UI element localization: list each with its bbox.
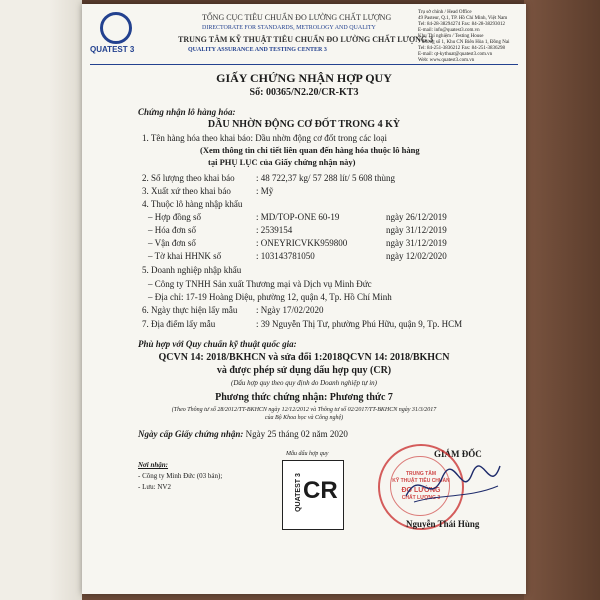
lot-label: Chứng nhận lô hàng hóa: — [138, 107, 236, 117]
contract-date: ngày 26/12/2019 — [386, 212, 447, 222]
company-name: – Công ty TNHH Sản xuất Thương mại và Dịch vụ Minh Đức — [148, 279, 372, 289]
contact-line: 49 Pasteur, Q.1, TP. Hồ Chí Minh, Việt Nam — [418, 16, 508, 21]
recipients-label: Nơi nhận: — [138, 461, 169, 469]
item-3-label: 3. Xuất xứ theo khai báo — [142, 186, 231, 196]
customs-date: ngày 12/02/2020 — [386, 251, 447, 261]
standard-note: (Dấu hợp quy theo quy định do Doanh nghiệp tự in) — [231, 379, 377, 387]
director-name: Nguyễn Thái Hùng — [406, 519, 480, 529]
item-3-value: : Mỹ — [256, 186, 274, 196]
contact-line: Tel: 84-251-3836212 Fax: 84-251-3836298 — [418, 46, 506, 51]
item-1-note-a: (Xem thông tin chi tiết liên quan đến hàng hóa thuộc lô hàng — [200, 145, 420, 155]
certificate-number: Số: 00365/N2.20/CR-KT3 — [249, 87, 359, 98]
issue-date-row — [138, 430, 348, 439]
method-note-1: (Theo Thông tư số 28/2012/TT-BKHCN ngày 12/12/2012 và Thông tư số 02/2017/TT-BKHCN ngày 31/3/2017 — [171, 407, 437, 413]
item-1: 1. Tên hàng hóa theo khai báo: Dầu nhờn động cơ đốt trong các loại — [142, 133, 388, 143]
item-2-label: 2. Số lượng theo khai báo — [142, 173, 235, 183]
contact-line: Tel: 84-28-38294274 Fax: 84-28-38293012 — [418, 22, 506, 27]
stamp-line: CHẤT LƯỢNG 3 — [401, 495, 441, 501]
contact-line: Khu Thí nghiệm / Testing House — [418, 34, 484, 39]
director-title: GIÁM ĐỐC — [434, 449, 482, 459]
bill-of-lading-value: : ONEYRICVKK959800 — [256, 238, 348, 248]
contact-line: E-mail: info@quatest3.com.vn — [418, 28, 480, 33]
item-7-value: : 39 Nguyễn Thị Tư, phường Phú Hữu, quận 9, Tp. HCM — [256, 319, 463, 329]
company-address: – Địa chỉ: 17-19 Hoàng Diệu, phường 12, quận 4, Tp. Hồ Chí Minh — [148, 292, 392, 302]
customs-label: – Tờ khai HHNK số — [148, 251, 222, 261]
certificate-page — [82, 4, 526, 594]
invoice-label: – Hóa đơn số — [148, 225, 197, 235]
org-line-1: TỔNG CỤC TIÊU CHUẨN ĐO LƯỜNG CHẤT LƯỢNG — [202, 13, 392, 22]
mark-caption: Mẫu dấu hợp quy — [286, 451, 329, 457]
recipient-1: - Công ty Minh Đức (03 bản); — [138, 472, 223, 480]
invoice-value: : 2539154 — [256, 225, 293, 235]
item-6-label: 6. Ngày thực hiện lấy mẫu — [142, 305, 238, 315]
item-4-label: 4. Thuộc lô hàng nhập khẩu — [142, 199, 243, 209]
contact-line: Web: www.quatest3.com.vn — [418, 58, 475, 63]
certificate-title: GIẤY CHỨNG NHẬN HỢP QUY — [216, 71, 392, 85]
director-signature — [400, 456, 504, 512]
cr-mark-icon: CR — [303, 477, 338, 504]
customs-value: : 103143781050 — [256, 251, 315, 261]
mark-side-text: QUATEST 3 — [294, 473, 302, 512]
org-line-2: DIRECTORATE FOR STANDARDS, METROLOGY AND QUALITY — [202, 25, 376, 31]
item-6-value: : Ngày 17/02/2020 — [256, 305, 324, 315]
header-divider — [90, 64, 518, 65]
invoice-date: ngày 31/12/2019 — [386, 225, 447, 235]
item-2-value: : 48 722,37 kg/ 57 288 lít/ 5 608 thùng — [256, 173, 396, 183]
background-paper-left — [0, 0, 82, 600]
stamp-line: TRUNG TÂM — [406, 471, 436, 477]
stamp-line: ĐO LƯỜNG — [401, 487, 441, 494]
contract-value: : MD/TOP-ONE 60-19 — [256, 212, 340, 222]
issue-date-label: Ngày cấp Giấy chứng nhận: — [138, 429, 244, 439]
standard-line-2: và được phép sử dụng dấu hợp quy (CR) — [216, 365, 392, 376]
conformity-label: Phù hợp với Quy chuẩn kỹ thuật quốc gia: — [138, 339, 297, 349]
standard-line-1: QCVN 14: 2018/BKHCN và sửa đổi 1:2018QCVN 14: 2018/BKHCN — [158, 352, 450, 363]
contract-label: – Hợp đồng số — [148, 212, 202, 222]
item-5-label: 5. Doanh nghiệp nhập khẩu — [142, 265, 242, 275]
recipient-2: - Lưu: NV2 — [138, 483, 171, 491]
logo-icon — [100, 12, 132, 44]
conformity-mark — [282, 460, 344, 530]
bill-of-lading-label: – Vận đơn số — [148, 238, 196, 248]
item-7-label: 7. Địa điểm lấy mẫu — [142, 319, 216, 329]
logo-text: QUATEST 3 — [90, 45, 135, 54]
contact-line: E-mail: qt-kythuat@quatest3.com.vn — [418, 52, 493, 57]
method-title: Phương thức chứng nhận: Phương thức 7 — [215, 392, 393, 403]
background-table-right — [524, 0, 600, 600]
contact-line: Trụ sở chính / Head Office — [418, 10, 472, 15]
org-line-3: TRUNG TÂM KỸ THUẬT TIÊU CHUẨN ĐO LƯỜNG CHẤT LƯỢNG 3 — [178, 35, 434, 44]
item-1-note-b: tại PHỤ LỤC của Giấy chứng nhận này) — [208, 157, 356, 167]
stamp-line: KỸ THUẬT TIÊU CHUẨN — [392, 478, 450, 484]
contact-line: 7 đường số 1, Khu CN Biên Hòa 1, Đồng Nai — [418, 40, 510, 45]
issue-date-value: Ngày 25 tháng 02 năm 2020 — [243, 429, 348, 439]
product-name: DẦU NHỜN ĐỘNG CƠ ĐỐT TRONG 4 KỲ — [207, 119, 401, 130]
org-line-4: QUALITY ASSURANCE AND TESTING CENTER 3 — [188, 47, 327, 53]
method-note-2: của Bộ Khoa học và Công nghệ) — [264, 415, 344, 421]
bill-of-lading-date: ngày 31/12/2019 — [386, 238, 447, 248]
